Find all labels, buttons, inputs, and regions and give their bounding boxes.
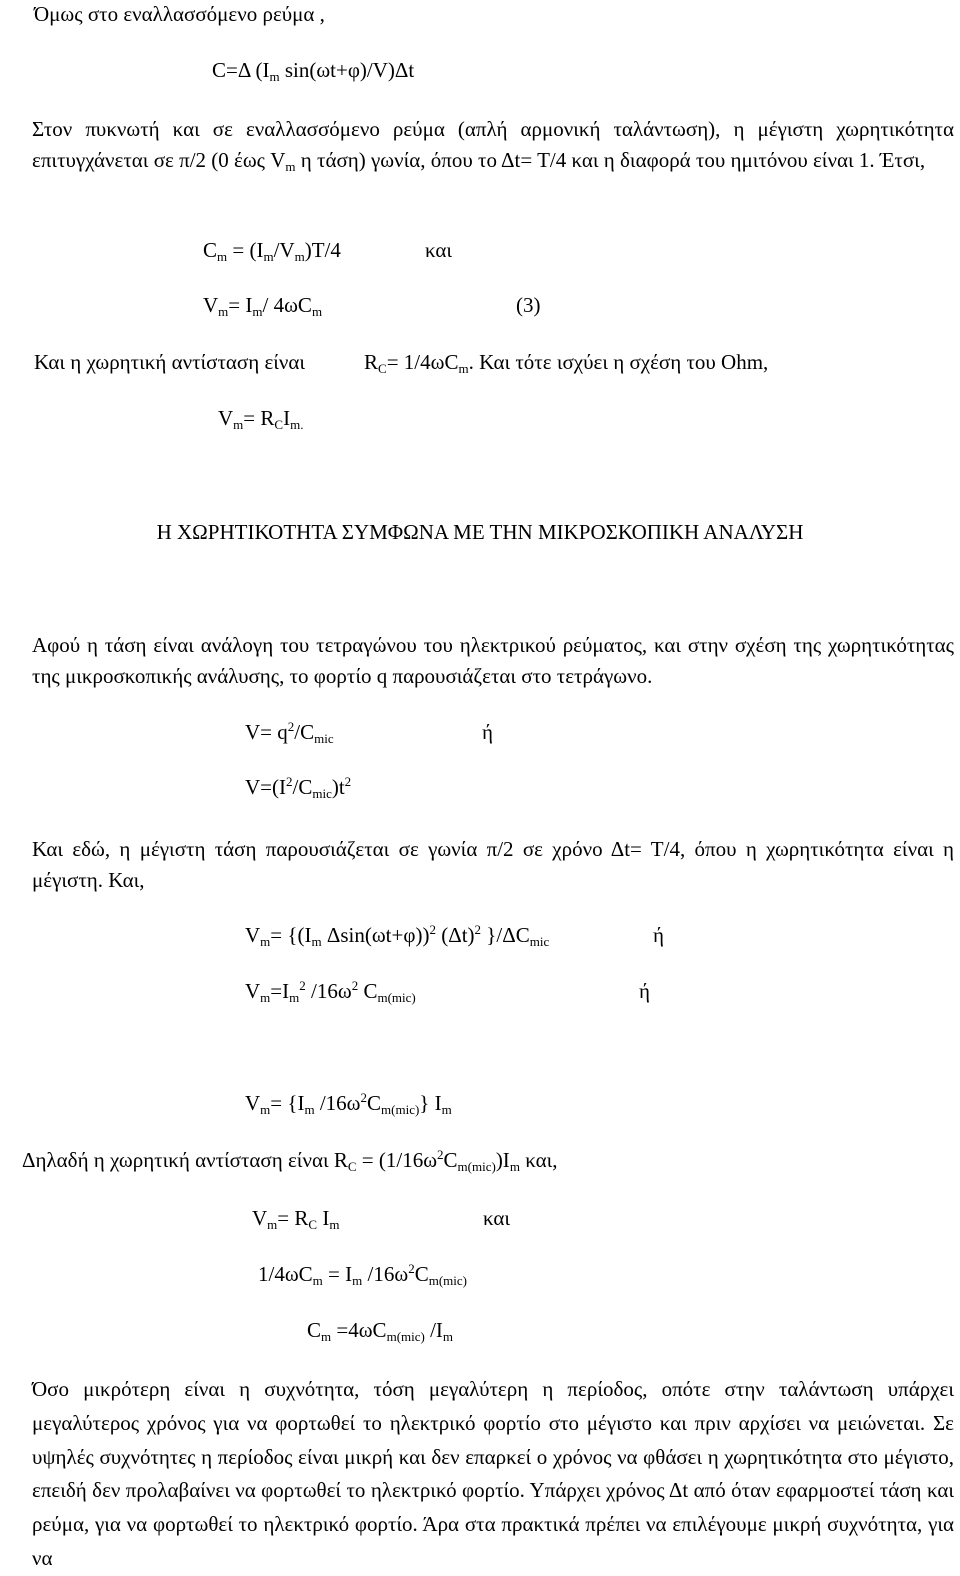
- equation-cm-final: $C_m =4\omega C_{m(mic)}$ $/I_m$: [307, 1318, 454, 1344]
- equation-vm-delta: $V_m= \{(I_m$ Δsin(ωt+φ))$^2$ $(\Delta t)^2$ }$/\Delta C_{mic}$: [245, 922, 550, 949]
- conjunction-or: ή: [639, 979, 650, 1003]
- conjunction-and: και: [483, 1206, 511, 1230]
- section-heading: Η ΧΩΡΗΤΙΚΟΤΗΤΑ ΣΥΜΦΩΝΑ ΜΕ ΤΗΝ ΜΙΚΡΟΣΚΟΠΙΚΗ ΑΝΑΛΥΣΗ: [156, 520, 804, 544]
- paragraph-max-voltage: Και εδώ, η μέγιστη τάση παρουσιάζεται σε γωνία π/2 σε χρόνο Δt= T/4, όπου η χωρητικότητα είναι η μέγιστη. Και,: [32, 837, 954, 892]
- intro-line: Όμως στο εναλλασσόμενο ρεύμα ,: [34, 2, 325, 26]
- formula-capacitance-delta: C=Δ ($I_m$ sin(ωt+φ)/V)Δt: [212, 58, 415, 84]
- equation-cm: $C_m = (I_m/V_m)T/4$: [203, 238, 341, 264]
- ohm-law-equation: $V_m= R_CI_{m.}$: [218, 406, 304, 432]
- resistance-lead: Και η χωρητική αντίσταση είναι: [34, 350, 306, 374]
- equation-fraction: $1/4\omega C_m = I_m$ $/16\omega^2C_{m(mic)}$: [258, 1261, 467, 1288]
- conjunction-or: ή: [482, 720, 493, 744]
- equation-vm-omega: $V_m=I_m^2$ $/16\omega^2$ $C_{m(mic)}$: [245, 978, 416, 1005]
- equation-number: (3): [516, 293, 541, 317]
- conjunction-and: και: [425, 238, 453, 262]
- resistance-formula: $R_C= 1/4\omega C_m$. Και τότε ισχύει η σχέση του Ohm,: [364, 350, 769, 376]
- conjunction-or: ή: [653, 923, 664, 947]
- paragraph-ac-capacitor: Στον πυκνωτή και σε εναλλασσόμενο ρεύμα (απλή αρμονική ταλάντωση), η μέγιστη χωρητικότητα επιτυγχάνεται σε π/2 (0 έως $V_m$ η τάση) γωνία, όπου το Δt= T/4 και η διαφορά του ημιτόνου είναι 1. Έτσι,: [32, 117, 954, 174]
- paragraph-microscopic: Αφού η τάση είναι ανάλογη του τετραγώνου του ηλεκτρικού ρεύματος, και στην σχέση της χωρητικότητας της μικροσκοπικής ανάλυσης, το φορτίο q παρουσιάζεται στο τετράγωνο.: [32, 633, 954, 688]
- equation-vm-rc: $V_m= R_C$ $I_m$: [252, 1206, 340, 1232]
- equation-v-i: $V=(I^2/C_{mic})t^2$: [245, 774, 352, 801]
- equation-vm-3: $V_m= I_m/$ $4\omega C_m$: [203, 293, 323, 319]
- equation-v-q: $V= q^2/C_{mic}$: [245, 719, 334, 746]
- resistance-line-2: Δηλαδή η χωρητική αντίσταση είναι $R_C = (1/16\omega^2C_{m(mic)})I_m$ και,: [22, 1147, 558, 1174]
- paragraph-frequency: Όσο μικρότερη είναι η συχνότητα, τόση μεγαλύτερη η περίοδος, οπότε στην ταλάντωση υπάρχει μεγαλύτερος χρόνος για να φορτωθεί το ηλεκτρικό φορτίο στο μέγιστο και πριν αρχίσει να μειώνεται. Σε υψηλές συχνότητες η περίοδος είναι μικρή και δεν επαρκεί ο χρόνος να φθάσει η χωρητικότητα στο μέγιστο, επειδή δεν προλαβαίνει να φορτωθεί το ηλεκτρικό φορτίο. Υπάρχει χρόνος Δt από όταν εφαρμοστεί τάση και ρεύμα, για να φορτωθεί το ηλεκτρικό φορτίο. Άρα στα πρακτικά πρέπει να επιλέγουμε μικρή συχνότητα, για να: [32, 1377, 954, 1570]
- equation-vm-im: $V_m= \{I_m$ $/16\omega^2C_{m(mic)}$} $I_m$: [245, 1090, 452, 1117]
